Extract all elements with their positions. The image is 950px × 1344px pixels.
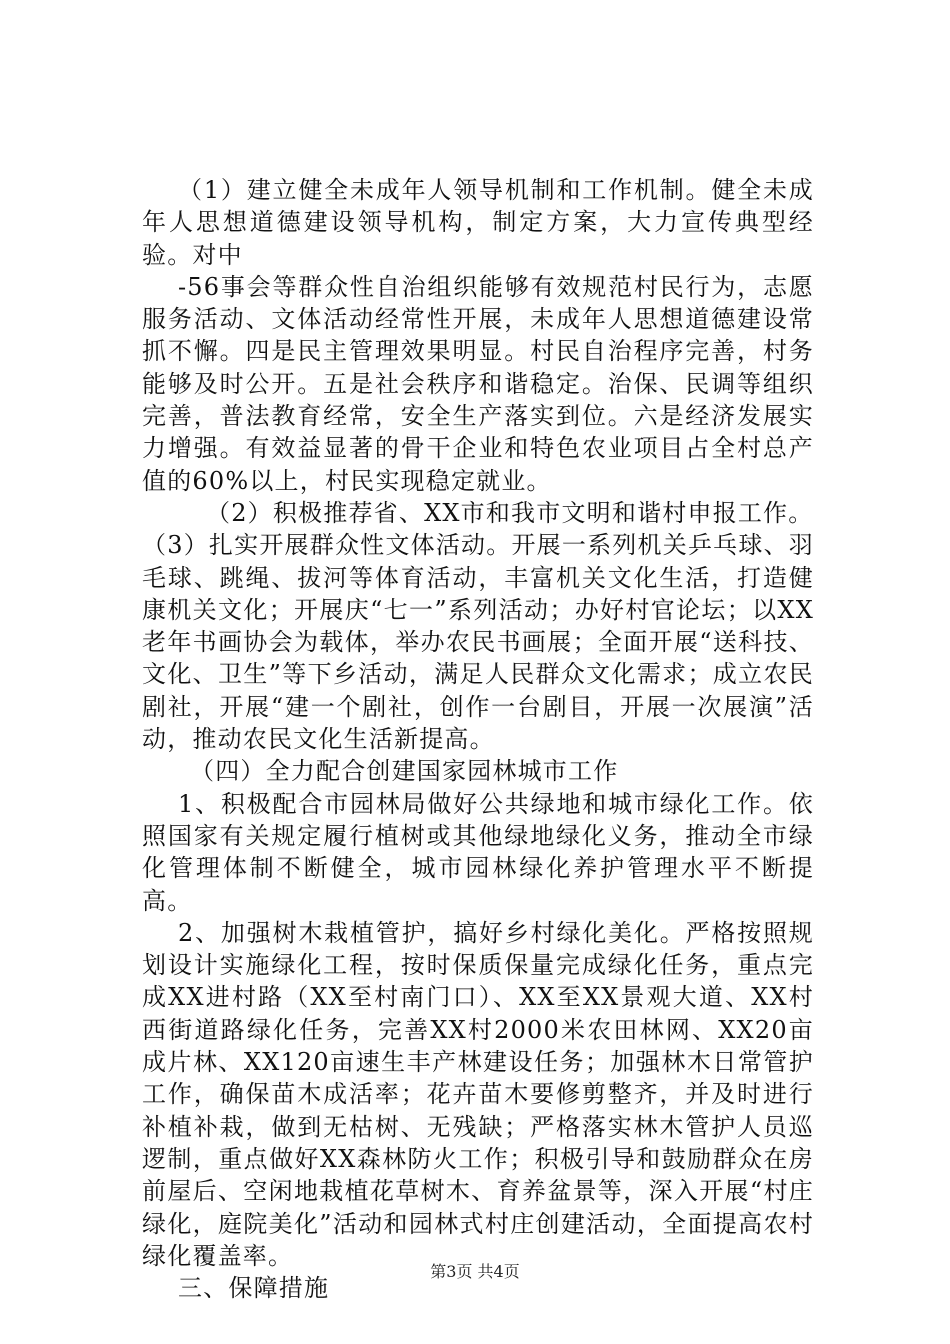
page-number-footer: 第3页 共4页 [430, 1262, 520, 1281]
paragraph-tree-planting: 2、加强树木栽植管护，搞好乡村绿化美化。严格按照规划设计实施绿化工程，按时保质保量完成绿化任务，重点完成XX进村路（XX至村南门口）、XX至XX景观大道、XX村西街道路绿化任务，完善XX村2000米农田林网、XX20亩成片林、XX120亩速生丰产林建设任务；加强林木日常管护工作，确保苗木成活率；花卉苗木要修剪整齐，并及时进行补植补栽，做到无枯树、无残缺；严格落实林木管护人员巡逻制，重点做好XX森林防火工作；积极引导和鼓励群众在房前屋后、空闲地栽植花草树木、育养盆景等，深入开展“村庄绿化，庭院美化”活动和园林式村庄创建活动，全面提高农村绿化覆盖率。 [142, 918, 814, 1270]
paragraph-cultural-activities: （3）扎实开展群众性文体活动。开展一系列机关乒乓球、羽毛球、跳绳、拔河等体育活动，丰富机关文化生活，打造健康机关文化；开展庆“七一”系列活动；办好村官论坛；以XX老年书画协会为载体，举办农民书画展；全面开展“送科技、文化、卫生”等下乡活动，满足人民群众文化需求；成立农民剧社，开展“建一个剧社，创作一台剧目，开展一次展演”活动，推动农民文化生活新提高。 [142, 531, 814, 754]
paragraph-recommend-villages: （2）积极推荐省、XX市和我市文明和谐村申报工作。 [206, 498, 814, 527]
paragraph-public-greenland: 1、积极配合市园林局做好公共绿地和城市绿化工作。依照国家有关规定履行植树或其他绿地绿化义务，推动全市绿化管理体制不断健全，城市园林绿化养护管理水平不断提高。 [142, 789, 814, 915]
document-body [142, 174, 814, 1304]
section-heading-safeguards: 三、保障措施 [178, 1274, 330, 1303]
paragraph-leadership-mechanism: （1）建立健全未成年人领导机制和工作机制。健全未成年人思想道德建设领导机构，制定方案，大力宣传典型经验。对中 [142, 176, 814, 269]
section-heading-garden-city: （四）全力配合创建国家园林城市工作 [190, 757, 619, 786]
paragraph-village-standards: -56事会等群众性自治组织能够有效规范村民行为，志愿服务活动、文体活动经常性开展，未成年人思想道德建设常抓不懈。四是民主管理效果明显。村民自治程序完善，村务能够及时公开。五是社会秩序和谐稳定。治保、民调等组织完善，普法教育经常，安全生产落实到位。六是经济发展实力增强。有效益显著的骨干企业和特色农业项目占全村总产值的60%以上，村民实现稳定就业。 [142, 272, 814, 495]
